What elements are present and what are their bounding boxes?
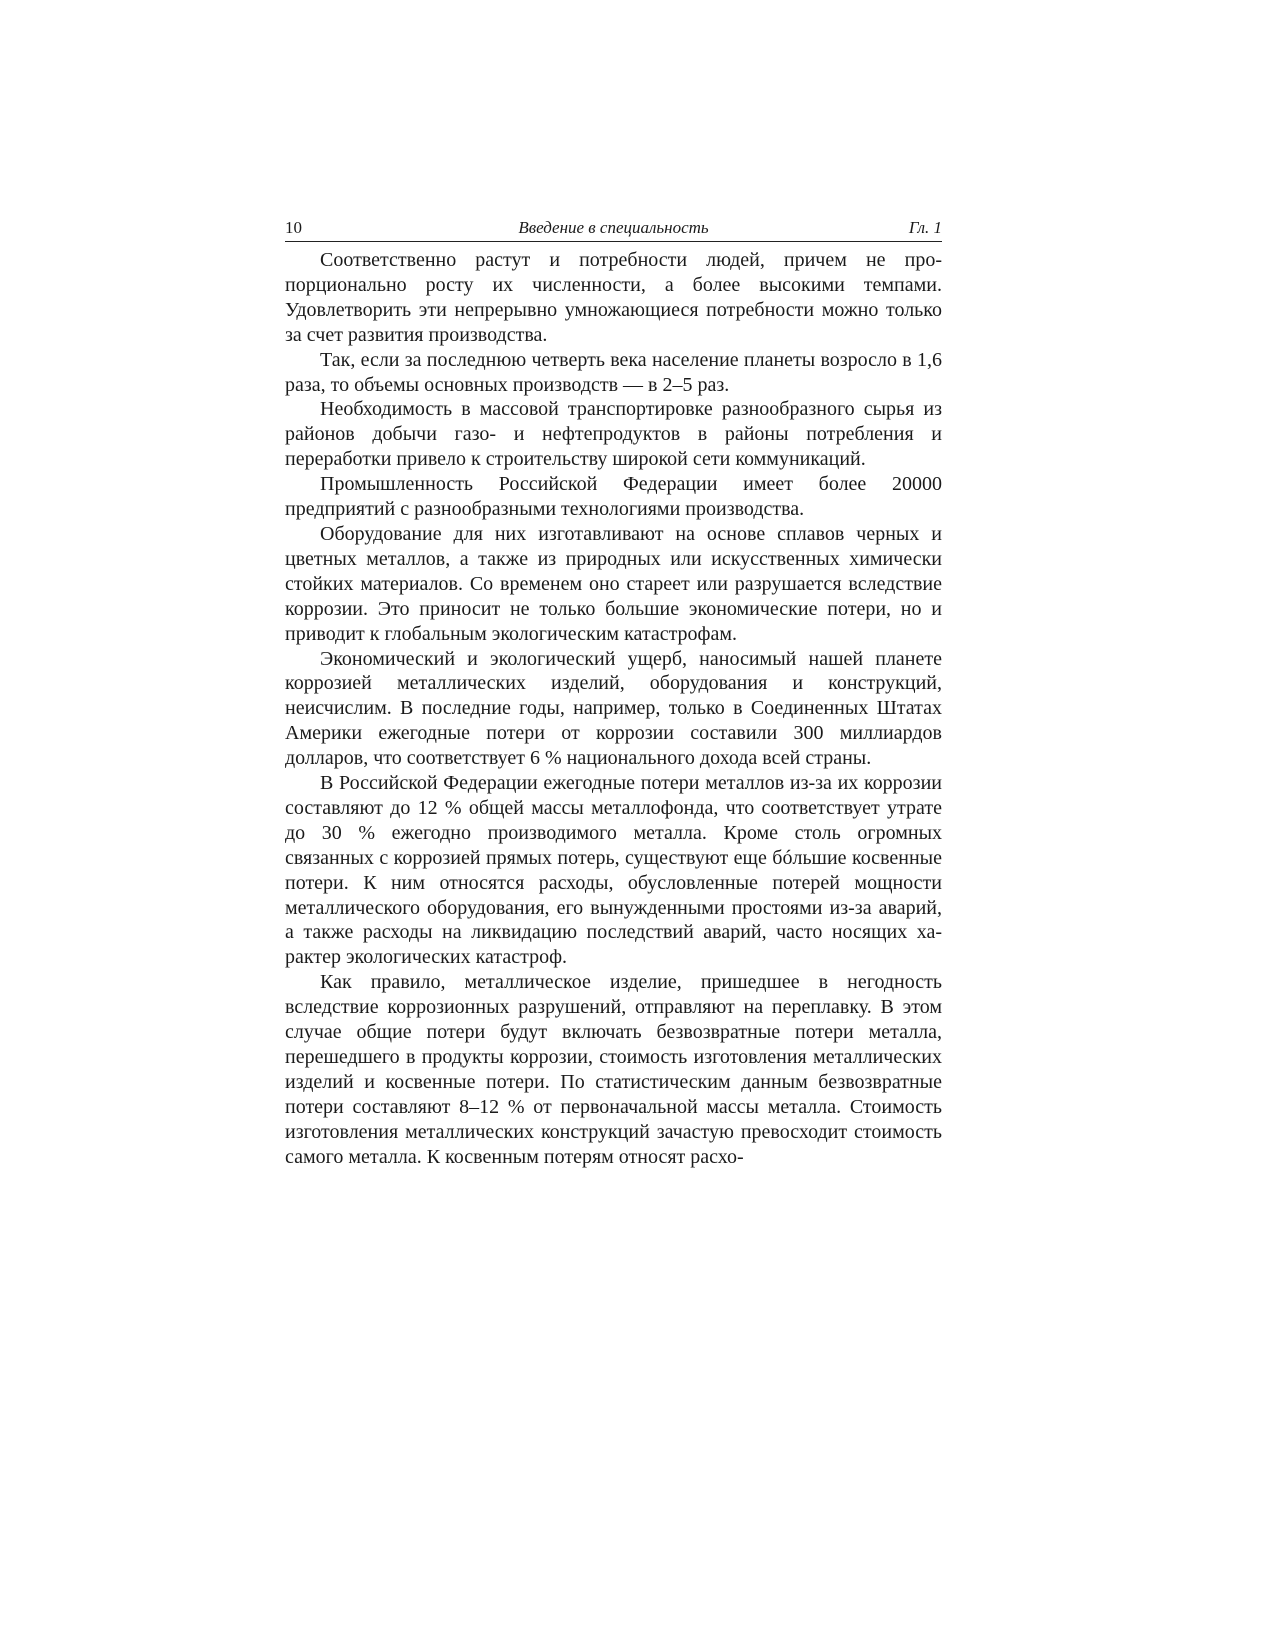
paragraph: Соответственно растут и потребности людей, причем не пропорционально росту их численности, а более высокими темпами. Удовлетворить эти непрерывно умножающиеся потребности можно только за счет развития производства. [285,249,942,346]
paragraph: Экономический и экологический ущерб, наносимый нашей планете коррозией металлических изделий, оборудования и конструкций, неисчислим. В последние годы, например, только в Соединенных Штатах Америки ежегодные потери от коррозии составили 300 миллиардов долларов, что соответствует 6 % национального дохода всей страны. [285,647,942,770]
chapter-reference: Гл. 1 [908,218,942,237]
book-page [285,215,942,1170]
page-number: 10 [285,218,302,237]
paragraph: Необходимость в массовой транспортировке разнообразного сырья из районов добычи газо- и нефтепродуктов в районы потребления и переработки привело к строительству широкой сети коммуникаций. [285,398,942,471]
paragraph: Как правило, металлическое изделие, пришедшее в негодность вследствие коррозионных разрушений, отправляют на переплавку. В этом случае общие потери будут включать безвозвратные потери металла, перешедшего в продукты коррозии, стоимость изготовления металлических изделий и косвенные потери. По статистическим данным безвозвратные потери составляют 8–12 % от первоначальной массы металла. Стоимость изготовления металлических конструкций зачастую превосходит стоимость самого металла. К косвенным потерям относят расхо- [285,971,942,1168]
running-header [285,215,942,242]
chapter-title: Введение в специальность [518,218,709,237]
paragraph: Оборудование для них изготавливают на основе сплавов черных и цветных металлов, а также из природных или искусственных химически стойких материалов. Со временем оно стареет или разрушается вследствие коррозии. Это приносит не только большие экономические потери, но и приводит к глобальным экологическим катастрофам. [285,522,942,645]
body-text [285,248,942,1170]
paragraph: Так, если за последнюю четверть века население планеты возросло в 1,6 раза, то объемы основных производств — в 2–5 раз. [285,348,942,396]
paragraph: В Российской Федерации ежегодные потери металлов из-за их коррозии составляют до 12 % общей массы металлофонда, что соответствует утрате до 30 % ежегодно производимого металла. Кроме столь огромных связанных с коррозией прямых потерь, существуют еще бóльшие косвенные потери. К ним относятся расходы, обусловленные потерей мощности металлического оборудования, его вынужденными простоями из-за аварий, а также расходы на ликвидацию последствий аварий, часто носящих характер экологических катастроф. [285,772,942,969]
paragraph: Промышленность Российской Федерации имеет более 20000 предприятий с разнообразными технологиями производства. [285,473,942,521]
